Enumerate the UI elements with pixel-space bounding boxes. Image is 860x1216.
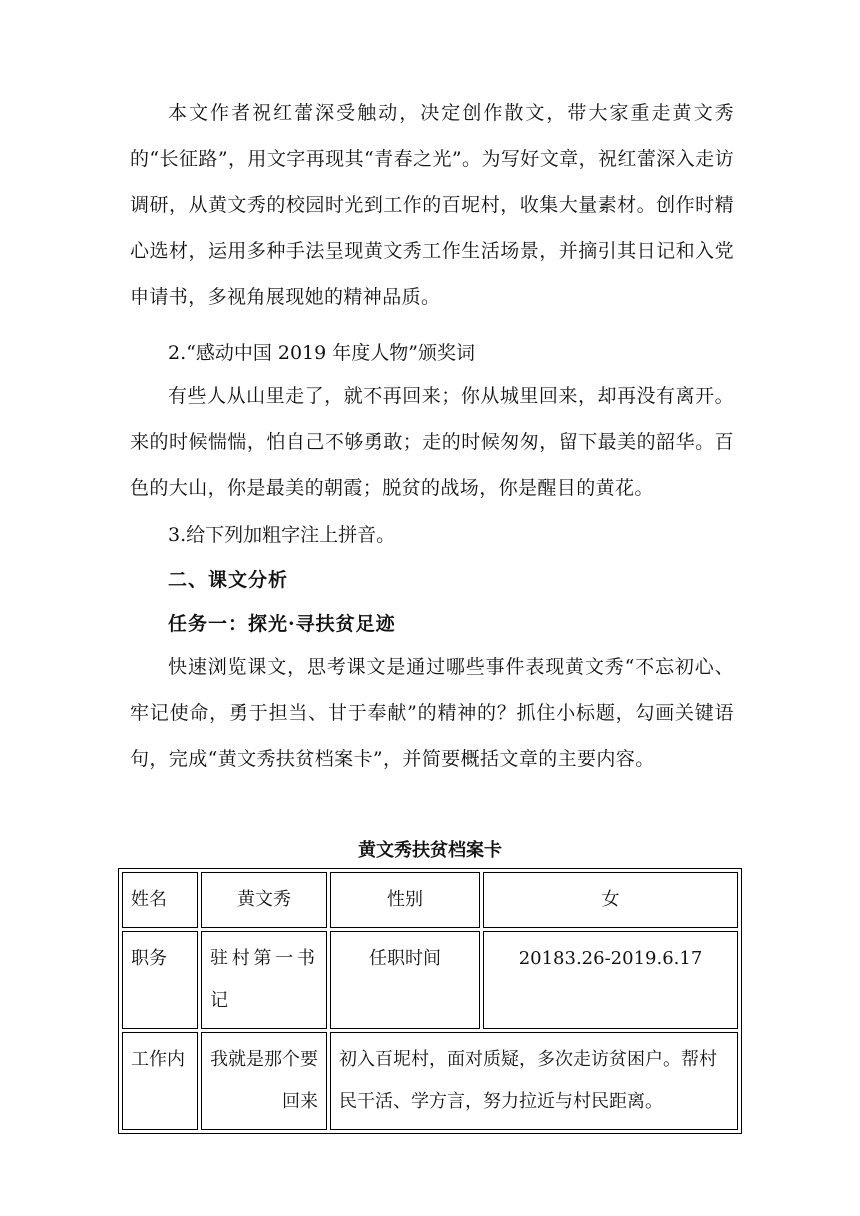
task-1-instruction: 快速浏览课文，思考课文是通过哪些事件表现黄文秀“不忘初心、牢记使命，勇于担当、甘于奉献”的精神的？抓住小标题，勾画关键语句，完成“黄文秀扶贫档案卡”，并简要概括文章的主要内容。	[130, 656, 734, 770]
table-row	[122, 872, 738, 928]
table-row	[122, 1032, 738, 1130]
intro-paragraph: 本文作者祝红蕾深受触动，决定创作散文，带大家重走黄文秀的“长征路”，用文字再现其“青春之光”。为写好文章，祝红蕾深入走访调研，从黄文秀的校园时光到工作的百坭村，收集大量素材。创作时精心选材，运用多种手法呈现黄文秀工作生活场景，并摘引其日记和入党申请书，多视角展现她的精神品质。	[130, 102, 734, 308]
section-2-heading: 二、课文分析	[168, 569, 289, 591]
work-detail: 初入百坭村，面对质疑，多次走访贫困户。帮村民干活、学方言，努力拉近与村民距离。	[330, 1032, 738, 1130]
term-label: 任职时间	[330, 931, 480, 1029]
item-3-heading: 3.给下列加粗字注上拼音。	[168, 524, 396, 546]
term-value: 20183.26-2019.6.17	[483, 931, 738, 1029]
table-title: 黄文秀扶贫档案卡	[358, 840, 502, 861]
work-label: 工作内	[122, 1032, 198, 1130]
name-label: 姓名	[122, 872, 198, 928]
award-speech: 有些人从山里走了，就不再回来；你从城里回来，却再没有离开。来的时候惴惴，怕自己不够勇敢；走的时候匆匆，留下最美的韶华。百色的大山，你是最美的朝霞；脱贫的战场，你是醒目的黄花。	[130, 385, 734, 499]
item-2-heading: 2.“感动中国 2019 年度人物”颁奖词	[168, 342, 475, 364]
position-label: 职务	[122, 931, 198, 1029]
table-row	[122, 931, 738, 1029]
work-subtitle: 我就是那个要回来	[201, 1032, 327, 1130]
position-value: 驻村第一书记	[201, 931, 327, 1029]
gender-label: 性别	[330, 872, 480, 928]
name-value: 黄文秀	[201, 872, 327, 928]
gender-value: 女	[483, 872, 738, 928]
task-1-heading: 任务一：探光·寻扶贫足迹	[168, 613, 396, 635]
poverty-alleviation-record-card	[118, 868, 742, 1134]
